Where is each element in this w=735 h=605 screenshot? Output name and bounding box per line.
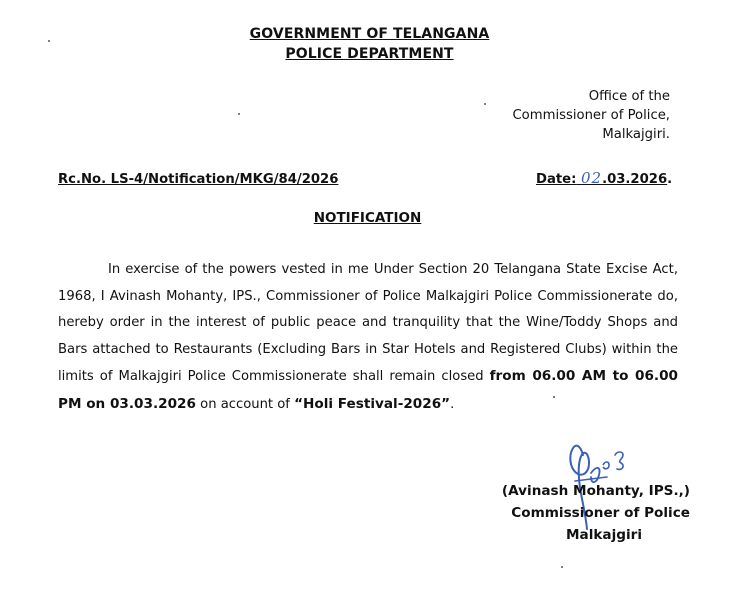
body-closure-time: from 06.00 AM to 06.00 PM on 03.03.2026 — [58, 368, 678, 412]
signatory-name: (Avinash Mohanty, IPS.,) — [501, 483, 690, 499]
body-text-part-1: In exercise of the powers vested in me Under Section 20 Telangana State Excise Act, 1968, I Avinash Mohanty, IPS., Commissioner of Police Malkajgiri Police Commissionerate do, hereby order in the interest of public peace and tranquility that the Wine/Toddy Shops and Bars attached to Restaurants (Excluding Bars in Star Hotels and Registered Clubs) within the limits of Malkajgiri Police Commissionerate shall remain closed — [58, 262, 678, 384]
signatory-designation: Commissioner of Police — [511, 505, 690, 521]
scan-speck — [238, 113, 240, 115]
reference-number: Rc.No. LS-4/Notification/MKG/84/2026 — [58, 172, 339, 187]
signature-block — [440, 480, 690, 546]
date-month-year: .03.2026 — [602, 172, 668, 187]
date-label: Date: — [536, 172, 577, 187]
header-line-government: GOVERNMENT OF TELANGANA — [249, 26, 490, 42]
body-text-end: . — [450, 396, 455, 412]
scan-speck — [48, 40, 50, 42]
body-festival-name: “Holi Festival-2026” — [294, 395, 451, 412]
date-period: . — [667, 172, 673, 187]
date-handwritten-day: 02 — [580, 169, 603, 187]
signatory-place: Malkajgiri — [566, 527, 642, 543]
header-line-department: POLICE DEPARTMENT — [285, 46, 454, 62]
office-line-3: Malkajgiri. — [602, 127, 670, 142]
notification-title: NOTIFICATION — [313, 210, 422, 226]
office-line-2: Commissioner of Police, — [512, 108, 670, 123]
body-text-part-2: on account of — [200, 396, 290, 412]
office-address — [470, 87, 670, 144]
notification-date — [536, 169, 672, 187]
scan-speck — [484, 103, 486, 105]
office-line-1: Office of the — [588, 89, 670, 104]
scan-speck — [561, 566, 563, 568]
notification-body — [58, 257, 678, 418]
scan-speck — [553, 396, 555, 398]
